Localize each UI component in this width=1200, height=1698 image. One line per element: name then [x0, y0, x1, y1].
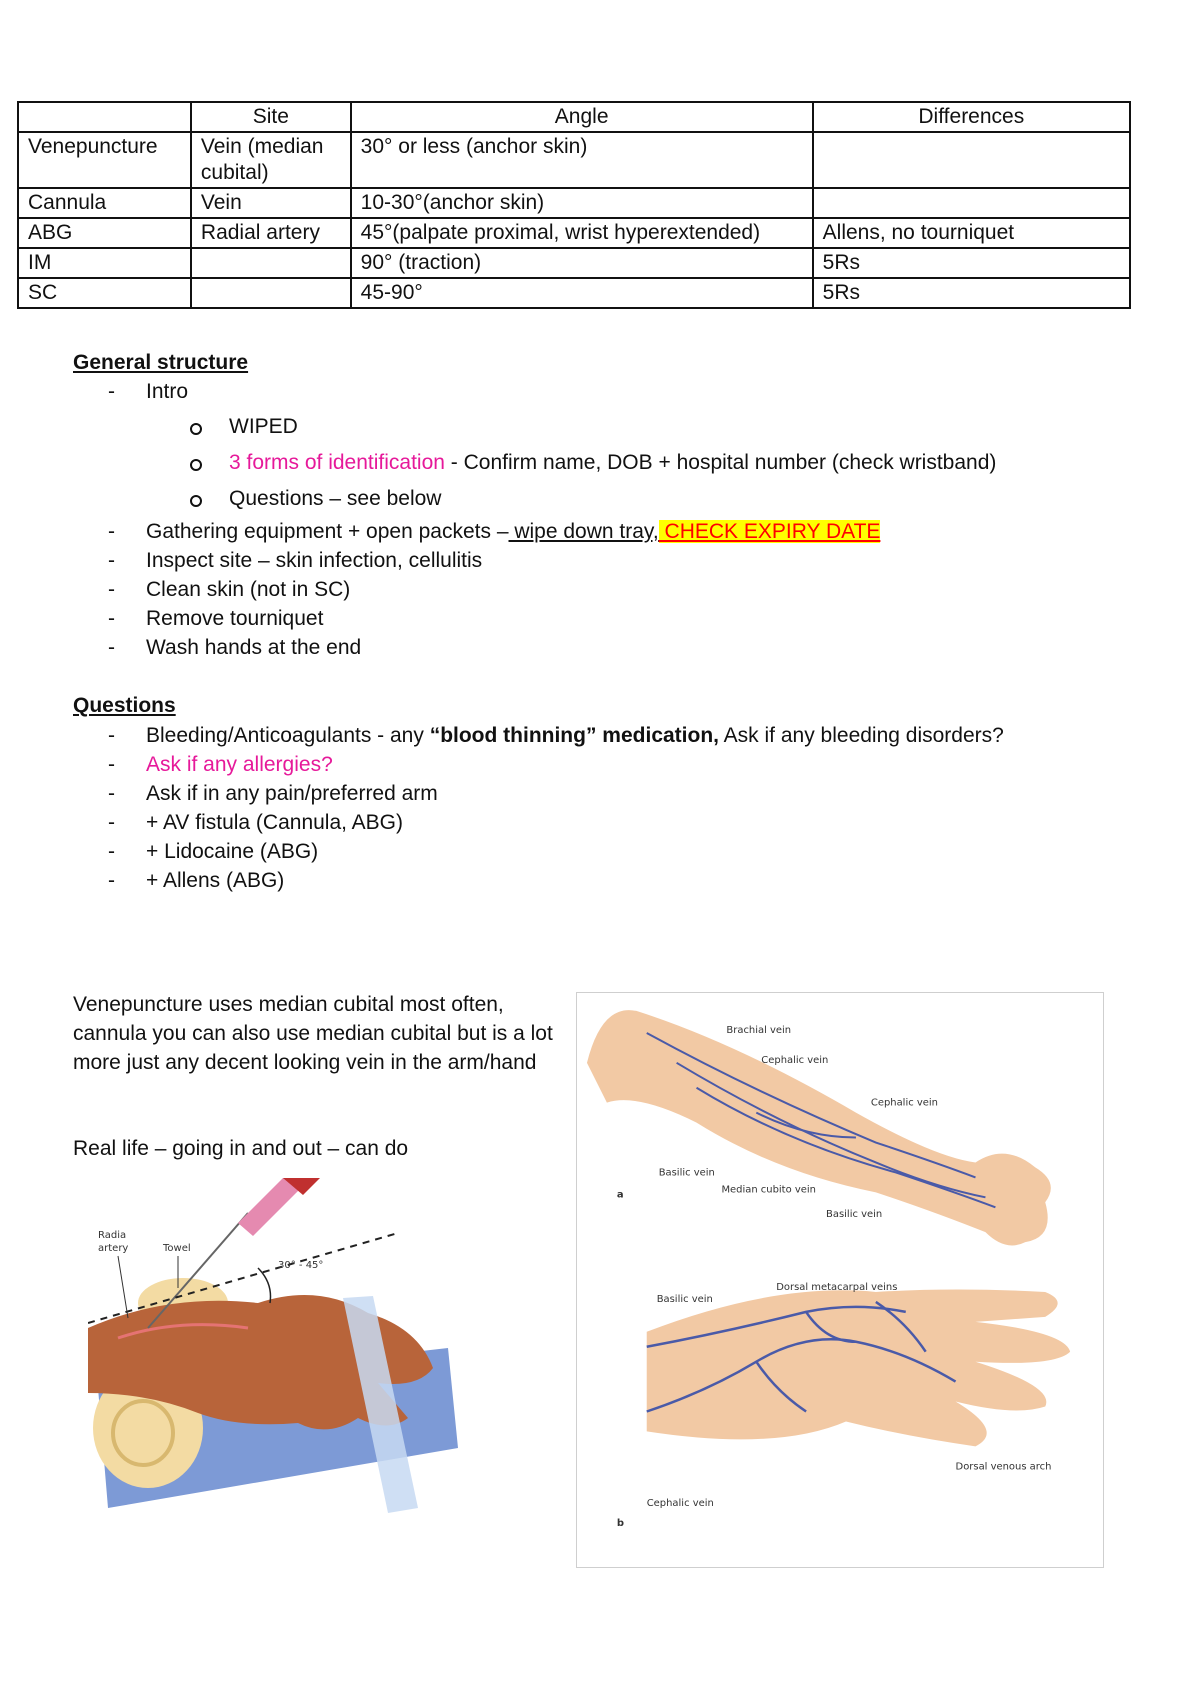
blood-thinning-text: “blood thinning” medication, [429, 724, 719, 747]
list-item [108, 575, 1108, 604]
table-cell: 90° (traction) [351, 248, 813, 278]
panel-a-label: a [616, 1189, 624, 1201]
list-item [108, 866, 1108, 895]
table-cell: ABG [18, 218, 191, 248]
table-cell: Venepuncture [18, 132, 191, 188]
table-cell: Allens, no tourniquet [813, 218, 1130, 248]
radial-artery-label: Radia [98, 1230, 127, 1241]
lidocaine-text: + Lidocaine (ABG) [146, 840, 319, 863]
identification-highlight: 3 forms of identification [229, 451, 445, 474]
basilic-vein-label-b: Basilic vein [656, 1293, 713, 1305]
table-cell [813, 188, 1130, 218]
real-life-note: Real life – going in and out – can do [73, 1137, 409, 1160]
abg-wrist-illustration [88, 1178, 458, 1523]
table-cell [813, 132, 1130, 188]
table-cell: 5Rs [813, 248, 1130, 278]
expiry-highlight: CHECK EXPIRY DATE [658, 520, 881, 543]
bleeding-disorders-text: Ask if any bleeding disorders? [719, 724, 1004, 747]
table-cell: Radial artery [191, 218, 351, 248]
wash-text: Wash hands at the end [146, 636, 362, 659]
general-structure-heading: General structure [73, 351, 249, 374]
list-item [108, 750, 1108, 779]
median-cubital-label: Median cubito vein [721, 1184, 816, 1196]
list-item [188, 481, 1108, 517]
list-item [108, 721, 1108, 750]
arm-hand-veins-illustration [576, 992, 1104, 1568]
identification-text: - Confirm name, DOB + hospital number (check wristband) [444, 451, 997, 474]
basilic-vein-label: Basilic vein [658, 1167, 715, 1179]
gathering-text: Gathering equipment + open packets – [146, 520, 509, 543]
table-row [18, 248, 1130, 278]
procedure-table [17, 101, 1131, 309]
intro-label: Intro [146, 380, 189, 403]
questions-list [108, 721, 1108, 895]
list-item [108, 604, 1108, 633]
brachial-vein-label: Brachial vein [726, 1024, 792, 1036]
dorsal-venous-arch-label: Dorsal venous arch [955, 1461, 1052, 1473]
table-header: Angle [351, 102, 813, 132]
table-header: Site [191, 102, 351, 132]
table-row [18, 132, 1130, 188]
table-cell [191, 248, 351, 278]
wipe-tray-text: wipe down tray, [508, 520, 659, 543]
inspect-text: Inspect site – skin infection, cellulitis [146, 549, 483, 572]
list-item [188, 409, 1108, 445]
table-cell: Vein [191, 188, 351, 218]
towel-label: Towel [163, 1243, 191, 1254]
panel-b-label: b [616, 1518, 624, 1530]
questions-heading: Questions [73, 694, 176, 717]
table-cell: 5Rs [813, 278, 1130, 308]
table-cell: 30° or less (anchor skin) [351, 132, 813, 188]
table-cell: Vein (median cubital) [191, 132, 351, 188]
angle-arc [258, 1268, 271, 1303]
radial-leader [118, 1256, 128, 1318]
table-header: Differences [813, 102, 1130, 132]
basilic-vein-label-2: Basilic vein [826, 1209, 883, 1221]
list-item [108, 779, 1108, 808]
venepuncture-note: Venepuncture uses median cubital most often, cannula you can also use median cubital but is a lot more just any decent looking vein in the arm/hand [73, 993, 553, 1074]
table-row [18, 188, 1130, 218]
list-item [108, 379, 1108, 517]
allens-text: + Allens (ABG) [146, 869, 285, 892]
list-item [108, 808, 1108, 837]
cephalic-vein-label-2: Cephalic vein [870, 1097, 938, 1109]
table-cell: Cannula [18, 188, 191, 218]
allergies-text: Ask if any allergies? [146, 753, 333, 776]
table-row [18, 218, 1130, 248]
list-item [108, 837, 1108, 866]
radial-artery-label-2: artery [98, 1243, 129, 1254]
questions-text: Questions – see below [229, 487, 442, 510]
list-item [108, 633, 1108, 662]
wiped-text: WIPED [229, 415, 298, 438]
av-fistula-text: + AV fistula (Cannula, ABG) [146, 811, 403, 834]
angle-label: 30° - 45° [278, 1260, 324, 1271]
table-cell: SC [18, 278, 191, 308]
table-cell: IM [18, 248, 191, 278]
intro-sublist [188, 409, 1108, 517]
list-item [108, 517, 1108, 546]
table-row [18, 278, 1130, 308]
arm-shape [587, 1010, 1051, 1245]
cephalic-vein-label: Cephalic vein [761, 1054, 829, 1066]
table-cell: 45-90° [351, 278, 813, 308]
dorsal-metacarpal-label: Dorsal metacarpal veins [776, 1281, 898, 1293]
list-item [108, 546, 1108, 575]
clean-text: Clean skin (not in SC) [146, 578, 351, 601]
table-header-row [18, 102, 1130, 132]
cephalic-vein-label-b: Cephalic vein [646, 1498, 714, 1510]
table-header [18, 102, 191, 132]
pain-text: Ask if in any pain/preferred arm [146, 782, 438, 805]
table-cell: 10-30°(anchor skin) [351, 188, 813, 218]
general-structure-list [108, 379, 1108, 662]
list-item [188, 445, 1108, 481]
bleeding-text: Bleeding/Anticoagulants - any [146, 724, 430, 747]
table-cell [191, 278, 351, 308]
table-cell: 45°(palpate proximal, wrist hyperextended) [351, 218, 813, 248]
hand-back-shape [647, 1289, 1070, 1446]
remove-text: Remove tourniquet [146, 607, 324, 630]
